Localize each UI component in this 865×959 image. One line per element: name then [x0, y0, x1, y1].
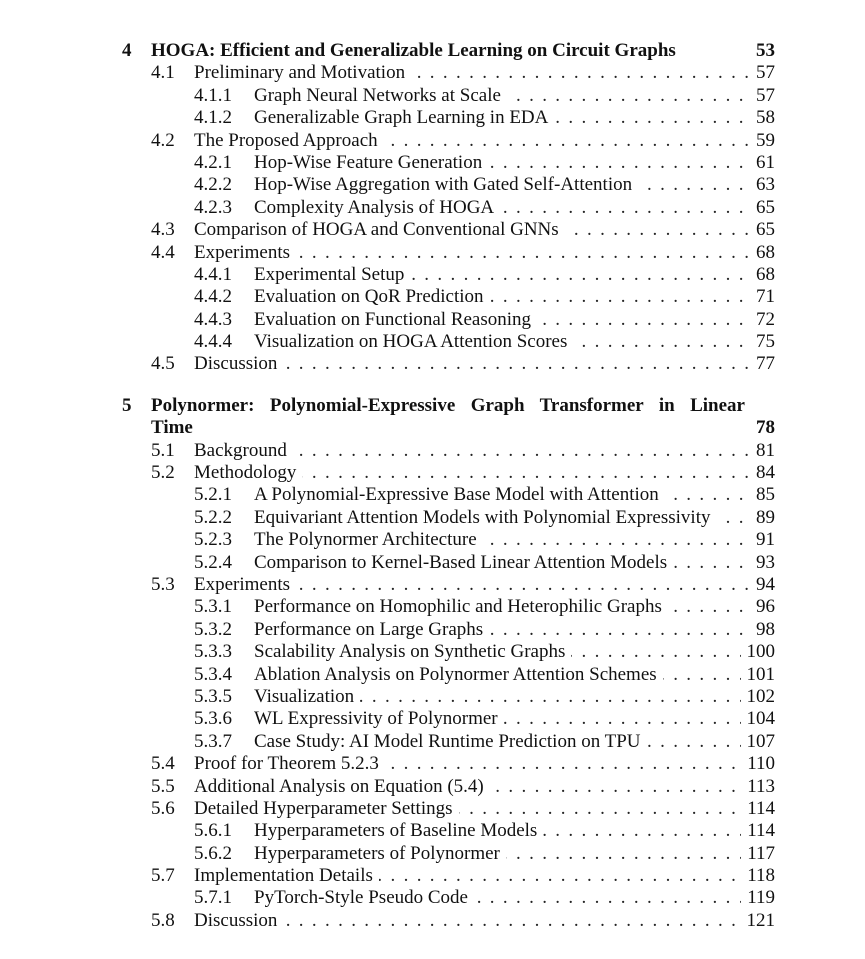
entry-title: Ablation Analysis on Polynormer Attention Schemes [254, 664, 663, 686]
entry-number: 4.2.1 [194, 151, 232, 173]
page-number: 57 [750, 85, 775, 107]
toc-subsection-entry[interactable] [0, 107, 865, 129]
toc-subsection-entry[interactable] [0, 286, 865, 308]
entry-title: Background [194, 440, 293, 462]
entry-title: Case Study: AI Model Runtime Prediction on TPU [254, 731, 647, 753]
entry-title: Comparison to Kernel-Based Linear Attention Models [254, 552, 673, 574]
page-number: 65 [750, 197, 775, 219]
toc-subsection-entry[interactable] [0, 708, 865, 730]
entry-title: PyTorch-Style Pseudo Code [254, 887, 474, 909]
toc-subsection-entry[interactable] [0, 887, 865, 909]
entry-number: 4.5 [151, 353, 175, 375]
page-number: 107 [741, 731, 776, 753]
entry-number: 5.3 [151, 573, 175, 595]
toc-subsection-entry[interactable] [0, 664, 865, 686]
toc-subsection-entry[interactable] [0, 820, 865, 842]
page-number: 89 [750, 507, 775, 529]
chapter-heading[interactable] [0, 40, 865, 62]
entry-number: 5.2.4 [194, 551, 232, 573]
toc-subsection-entry[interactable] [0, 309, 865, 331]
entry-number: 5.2.3 [194, 529, 232, 551]
entry-number: 5.8 [151, 909, 175, 931]
entry-title: Experiments [194, 242, 296, 264]
toc-section-entry[interactable] [0, 440, 865, 462]
toc-section-entry[interactable] [0, 865, 865, 887]
entry-number: 5.3.4 [194, 663, 232, 685]
toc-subsection-entry[interactable] [0, 85, 865, 107]
chapter-number: 4 [122, 40, 132, 61]
entry-title: Additional Analysis on Equation (5.4) [194, 776, 490, 798]
entry-number: 5.1 [151, 439, 175, 461]
page-number: 72 [750, 309, 775, 331]
entry-number: 5.3.3 [194, 641, 232, 663]
entry-title: Visualization [254, 686, 360, 708]
page-number: 84 [750, 462, 775, 484]
entry-number: 4.1.1 [194, 84, 232, 106]
page-number: 114 [741, 798, 775, 820]
entry-title: Performance on Large Graphs [254, 619, 489, 641]
entry-number: 5.6 [151, 797, 175, 819]
page-number: 53 [750, 40, 775, 62]
entry-number: 5.3.1 [194, 596, 232, 618]
toc-subsection-entry[interactable] [0, 596, 865, 618]
page-number: 78 [750, 417, 775, 439]
chapter-title: Polynormer: Polynomial-Expressive Graph Transformer in Linear [151, 395, 751, 417]
entry-number: 5.6.2 [194, 842, 232, 864]
toc-section-entry[interactable] [0, 462, 865, 484]
entry-title: Visualization on HOGA Attention Scores [254, 331, 573, 353]
page-number: 100 [741, 641, 776, 663]
page-number: 96 [750, 596, 775, 618]
toc-subsection-entry[interactable] [0, 641, 865, 663]
entry-number: 5.5 [151, 775, 175, 797]
entry-title: A Polynomial-Expressive Base Model with Attention [254, 484, 665, 506]
page-number: 110 [741, 753, 775, 775]
entry-title: Discussion [194, 353, 283, 375]
toc-subsection-entry[interactable] [0, 731, 865, 753]
entry-number: 4.3 [151, 219, 175, 241]
page-number: 81 [750, 440, 775, 462]
entry-title: Hop-Wise Feature Generation [254, 152, 488, 174]
chapter-heading[interactable] [0, 395, 865, 417]
page-number: 91 [750, 529, 775, 551]
page-number: 57 [750, 62, 775, 84]
chapter-number: 5 [122, 394, 132, 416]
toc-subsection-entry[interactable] [0, 331, 865, 353]
page-number: 104 [741, 708, 776, 730]
page-number: 101 [741, 664, 776, 686]
toc-section-entry[interactable] [0, 219, 865, 241]
page-number: 77 [750, 353, 775, 375]
page-number: 117 [741, 843, 775, 865]
entry-title: Detailed Hyperparameter Settings [194, 798, 459, 820]
entry-title: The Proposed Approach [194, 130, 384, 152]
entry-number: 5.7.1 [194, 887, 232, 909]
toc-section-entry[interactable] [0, 776, 865, 798]
toc-section-entry[interactable] [0, 353, 865, 375]
page-number: 68 [750, 242, 775, 264]
entry-title: Preliminary and Motivation [194, 62, 411, 84]
entry-title: Equivariant Attention Models with Polynomial Expressivity [254, 507, 717, 529]
entry-number: 5.2 [151, 462, 175, 484]
entry-title: Methodology [194, 462, 302, 484]
entry-title: Experimental Setup [254, 264, 410, 286]
toc-subsection-entry[interactable] [0, 197, 865, 219]
page-number: 118 [741, 865, 775, 887]
page-number: 102 [741, 686, 776, 708]
entry-number: 5.7 [151, 865, 175, 887]
chapter-gap [0, 376, 865, 395]
page-number: 119 [741, 887, 775, 909]
entry-number: 5.4 [151, 753, 175, 775]
entry-title: Discussion [194, 910, 283, 932]
chapter-title: HOGA: Efficient and Generalizable Learning on Circuit Graphs [151, 40, 682, 62]
entry-title: Complexity Analysis of HOGA [254, 197, 500, 219]
entry-number: 5.3.6 [194, 708, 232, 730]
page-number: 59 [750, 130, 775, 152]
entry-number: 4.4.2 [194, 286, 232, 308]
toc-section-entry[interactable] [0, 574, 865, 596]
entry-number: 5.2.2 [194, 506, 232, 528]
entry-title: Evaluation on QoR Prediction [254, 286, 490, 308]
toc-subsection-entry[interactable] [0, 619, 865, 641]
table-of-contents [0, 40, 865, 932]
toc-subsection-entry[interactable] [0, 507, 865, 529]
page-number: 63 [750, 174, 775, 196]
toc-section-entry[interactable] [0, 62, 865, 84]
page-number: 93 [750, 552, 775, 574]
toc-section-entry[interactable] [0, 130, 865, 152]
entry-title: The Polynormer Architecture [254, 529, 483, 551]
entry-title: Scalability Analysis on Synthetic Graphs [254, 641, 571, 663]
toc-section-entry[interactable] [0, 753, 865, 775]
entry-title: Experiments [194, 574, 296, 596]
toc-subsection-entry[interactable] [0, 152, 865, 174]
entry-title: Comparison of HOGA and Conventional GNNs [194, 219, 565, 241]
toc-section-entry[interactable] [0, 910, 865, 932]
entry-title: Performance on Homophilic and Heterophilic Graphs [254, 596, 668, 618]
entry-number: 5.2.1 [194, 484, 232, 506]
toc-section-entry[interactable] [0, 798, 865, 820]
chapter-title-continued: Time [151, 417, 193, 439]
toc-subsection-entry[interactable] [0, 686, 865, 708]
toc-subsection-entry[interactable] [0, 484, 865, 506]
entry-number: 4.1.2 [194, 107, 232, 129]
page-number: 98 [750, 619, 775, 641]
toc-subsection-entry[interactable] [0, 174, 865, 196]
entry-number: 5.3.7 [194, 730, 232, 752]
entry-number: 4.1 [151, 62, 175, 84]
entry-title: Graph Neural Networks at Scale [254, 85, 507, 107]
page-number: 71 [750, 286, 775, 308]
entry-title: Implementation Details [194, 865, 379, 887]
entry-title: WL Expressivity of Polynormer [254, 708, 504, 730]
page-number: 94 [750, 574, 775, 596]
entry-number: 5.3.2 [194, 618, 232, 640]
entry-number: 4.2 [151, 129, 175, 151]
page-number: 121 [741, 910, 776, 932]
chapter-heading-continued[interactable] [0, 417, 865, 439]
toc-subsection-entry[interactable] [0, 264, 865, 286]
page-number: 58 [750, 107, 775, 129]
page-number: 85 [750, 484, 775, 506]
page-number: 68 [750, 264, 775, 286]
entry-title: Hop-Wise Aggregation with Gated Self-Attention [254, 174, 638, 196]
toc-section-entry[interactable] [0, 242, 865, 264]
page-number: 114 [741, 820, 775, 842]
entry-title: Generalizable Graph Learning in EDA [254, 107, 554, 129]
entry-number: 5.6.1 [194, 820, 232, 842]
toc-subsection-entry[interactable] [0, 843, 865, 865]
page-number: 75 [750, 331, 775, 353]
entry-title: Proof for Theorem 5.2.3 [194, 753, 385, 775]
entry-number: 4.2.3 [194, 196, 232, 218]
entry-number: 4.4.3 [194, 308, 232, 330]
entry-title: Hyperparameters of Polynormer [254, 843, 506, 865]
toc-subsection-entry[interactable] [0, 552, 865, 574]
entry-title: Hyperparameters of Baseline Models [254, 820, 543, 842]
page-number: 113 [741, 776, 775, 798]
entry-number: 4.4.4 [194, 331, 232, 353]
toc-subsection-entry[interactable] [0, 529, 865, 551]
page-number: 61 [750, 152, 775, 174]
entry-number: 5.3.5 [194, 685, 232, 707]
entry-number: 4.4 [151, 241, 175, 263]
entry-number: 4.4.1 [194, 263, 232, 285]
page-number: 65 [750, 219, 775, 241]
entry-title: Evaluation on Functional Reasoning [254, 309, 537, 331]
entry-number: 4.2.2 [194, 174, 232, 196]
